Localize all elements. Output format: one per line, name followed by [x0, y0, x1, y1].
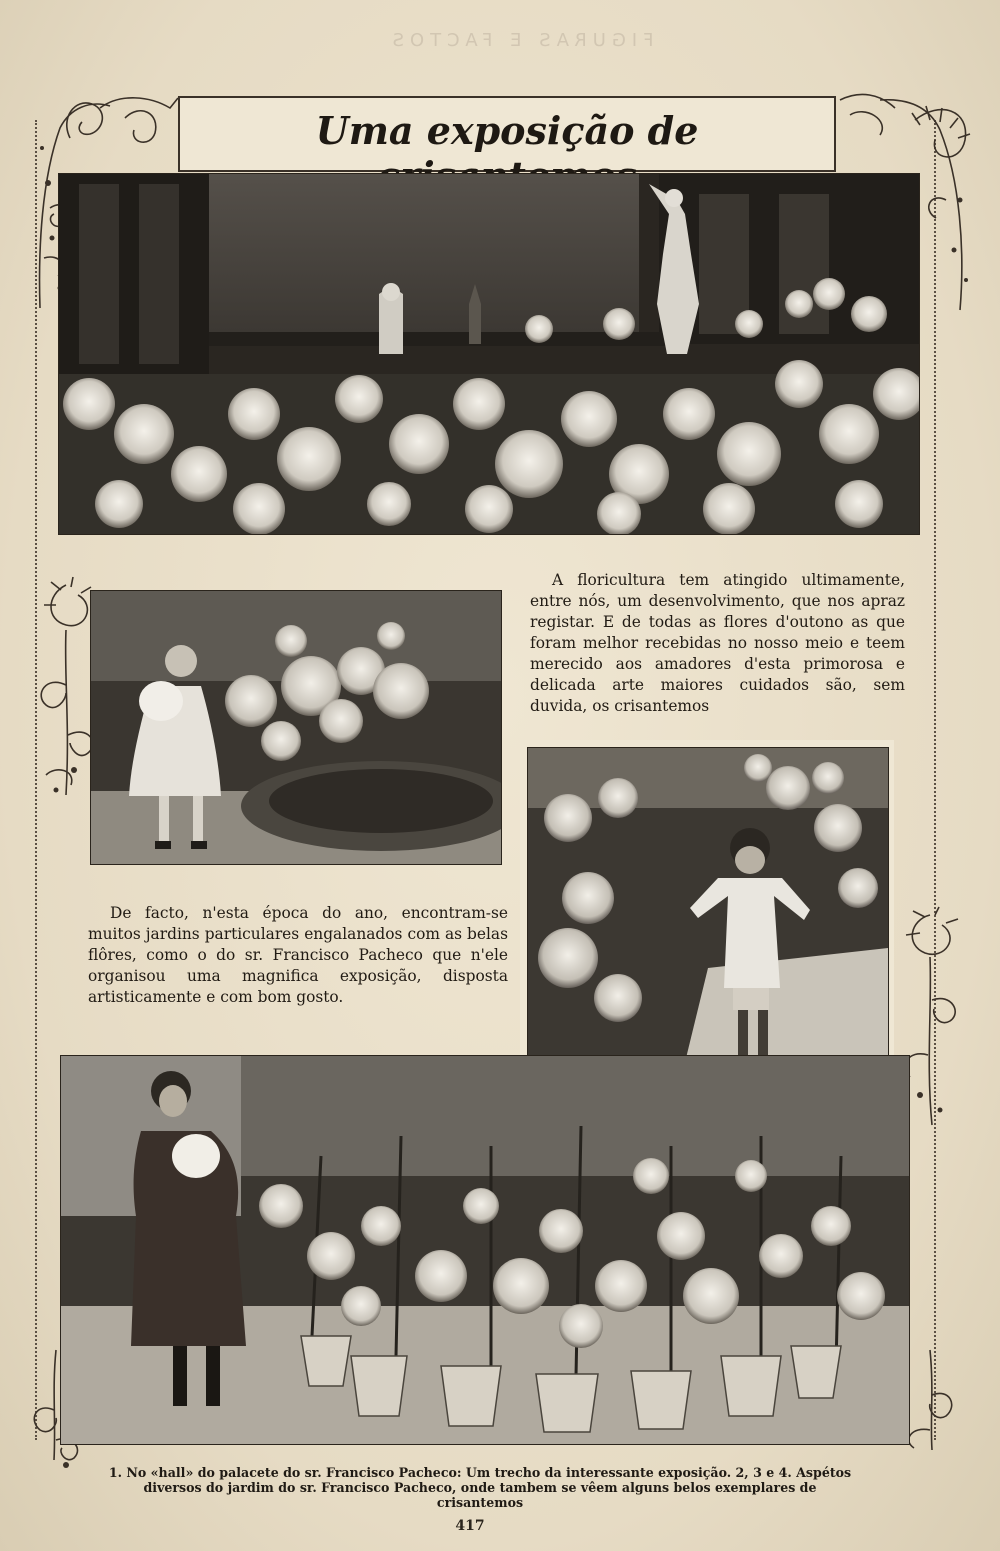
photo-child-with-dog — [90, 590, 502, 865]
title-box — [178, 96, 836, 172]
photo-hall-exhibition — [58, 173, 920, 535]
paragraph-garden: De facto, n'esta época do ano, encontram-se muitos jardins particulares engalanados com as belas flôres, como o do sr. Francisco Pacheco que n'ele organisou uma magnifica exposição, disposta artisticamente e com bom gosto. — [88, 904, 508, 1006]
show-through-text: FIGURAS E FACTOS — [386, 30, 654, 51]
page-number: 417 — [455, 1518, 485, 1534]
photo-caption: 1. No «hall» do palacete do sr. Francisco Pacheco: Um trecho da interessante exposição. 2, 3 e 4. Aspétos diversos do jardim do sr. Francisco Pacheco, onde tambem se vêem alguns belos exemplares de crisantemos — [108, 1465, 852, 1510]
photo-boy-in-garden — [527, 747, 889, 1092]
page-title: Uma exposição de — [315, 108, 699, 153]
paragraph-intro: A floricultura tem atingido ultimamente, entre nós, um desenvolvimento, que nos apraz registar. E de todas as flores d'outono as que foram melhor recebidas no nosso meio e teem merecido aos amadores d'esta primorosa e delicada arte maiores cuidados são, sem duvida, os crisantemos — [530, 571, 905, 715]
photo-woman-with-dog-pots — [60, 1055, 910, 1445]
